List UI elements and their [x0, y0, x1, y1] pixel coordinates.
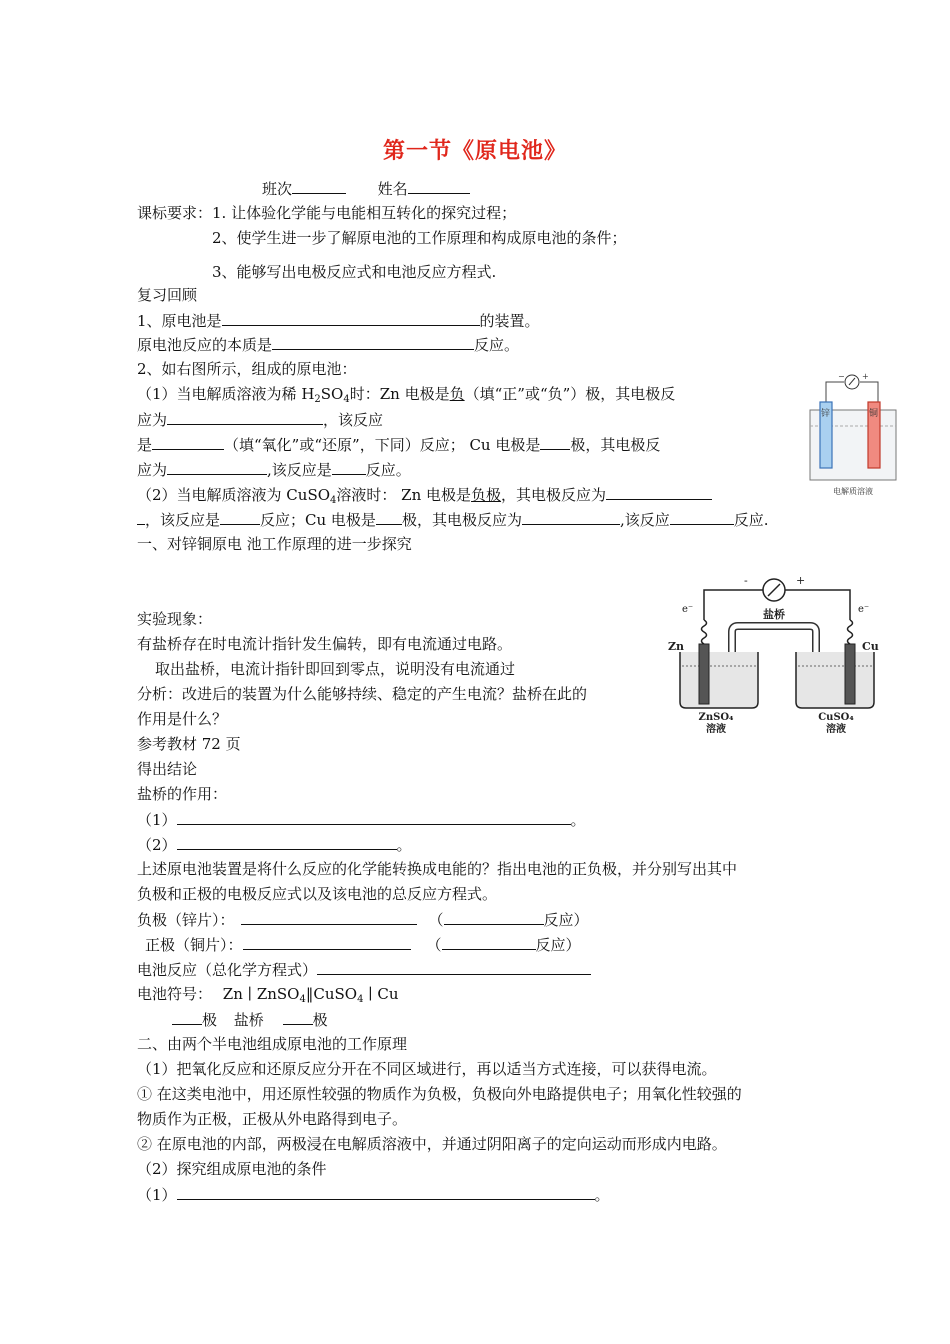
text: ，其电极反应为 — [501, 486, 607, 504]
positive-electrode-row — [145, 934, 581, 955]
text: ,该反应 — [619, 511, 670, 529]
question-2-2-line1 — [137, 484, 712, 505]
text: 反应；Cu 电极是 — [260, 511, 376, 529]
text: （填“正”或“负”）极，其电极反 — [464, 385, 676, 403]
answer-blank[interactable] — [317, 959, 591, 975]
salt-bridge-label: 盐桥 — [763, 608, 785, 621]
copper-sulfate-label: CuSO₄ — [818, 712, 854, 723]
text: 盐桥 — [233, 1011, 264, 1029]
review-heading: 复习回顾 — [137, 286, 198, 304]
minus-sign: − — [838, 372, 845, 381]
question-2-intro: 2、如右图所示，组成的原电池： — [137, 360, 357, 378]
answer-blank[interactable] — [332, 459, 366, 475]
copper-electrode — [845, 644, 855, 704]
text: 电池反应（总化学方程式） — [137, 961, 318, 979]
question-1a — [137, 310, 540, 331]
question-2-1-line2 — [137, 409, 383, 430]
standards-item: 1. 让体验化学能与电能相互转化的探究过程； — [212, 204, 517, 222]
answer-blank[interactable] — [243, 934, 411, 950]
answer-blank[interactable] — [177, 834, 397, 850]
text: （1） — [137, 1186, 177, 1204]
text: （ — [426, 936, 442, 954]
question-2-1-line4 — [137, 459, 411, 480]
text: CuSO — [313, 985, 358, 1003]
class-label: 班次 — [262, 180, 293, 198]
cell-symbol-labels — [172, 1009, 328, 1030]
text: 。 — [570, 811, 586, 829]
text: 极，其电极反 — [570, 436, 661, 454]
answer-blank[interactable] — [444, 909, 544, 925]
text: 反应。 — [474, 336, 520, 354]
analysis-1: 分析：改进后的装置为什么能够持续、稳定的产生电流？盐桥在此的 — [137, 685, 588, 703]
answer-blank[interactable] — [167, 459, 267, 475]
text: 反应。 — [365, 461, 411, 479]
negative-electrode-row — [137, 909, 589, 930]
text: 反应） — [535, 936, 581, 954]
section-2-heading: 二、由两个半电池组成原电池的工作原理 — [137, 1035, 408, 1053]
plus-sign: + — [796, 574, 806, 587]
right-wire-coil — [848, 620, 853, 644]
text: 的装置。 — [479, 312, 540, 330]
reference: 参考教材 72 页 — [137, 735, 241, 753]
zinc-label: 锌 — [821, 409, 831, 419]
text: （1） — [137, 811, 177, 829]
text: 反应. — [733, 511, 769, 529]
conclusion: 得出结论 — [137, 760, 198, 778]
name-blank[interactable] — [408, 178, 470, 194]
answer-blank[interactable] — [220, 509, 260, 525]
name-label: 姓名 — [377, 180, 408, 198]
question-1b — [137, 334, 519, 355]
answer-blank[interactable] — [177, 1184, 595, 1200]
text: ，该反应是 — [145, 511, 221, 529]
text: ,该反应是 — [267, 461, 332, 479]
text: ∣ — [368, 985, 373, 1003]
answer-blank[interactable] — [540, 434, 570, 450]
standards-label: 课标要求： — [137, 204, 213, 222]
filled-answer: 负极 — [471, 486, 502, 504]
standards-item: 2、使学生进一步了解原电池的工作原理和构成原电池的条件； — [212, 229, 627, 247]
class-blank[interactable] — [292, 178, 346, 194]
minus-sign: - — [744, 574, 748, 587]
text: ZnSO — [256, 985, 300, 1003]
text: 4 — [343, 394, 350, 405]
right-beaker — [796, 652, 874, 708]
text: 极 — [202, 1011, 218, 1029]
text: 2 — [314, 394, 321, 405]
text: 极 — [312, 1011, 328, 1029]
wire — [704, 590, 763, 620]
text: 应为 — [137, 411, 168, 429]
answer-blank[interactable] — [283, 1009, 313, 1025]
section-2-circle-2: ② 在原电池的内部，两极浸在电解质溶液中，并通过阴阳离子的定向运动而形成内电路。 — [137, 1135, 727, 1153]
answer-blank[interactable] — [137, 509, 145, 525]
wire — [785, 590, 850, 620]
section-2-point-2: （2）探究组成原电池的条件 — [137, 1160, 327, 1178]
question-paragraph-1: 上述原电池装置是将什么反应的化学能转换成电能的？指出电池的正负极，并分别写出其中 — [137, 860, 738, 878]
text: （ — [428, 911, 444, 929]
cell-reaction-row — [137, 959, 591, 980]
answer-blank[interactable] — [222, 310, 480, 326]
plus-sign: + — [862, 372, 869, 381]
answer-blank[interactable] — [172, 1009, 202, 1025]
text: 电池符号： — [137, 985, 213, 1003]
solution-label-left: 溶液 — [706, 724, 726, 735]
answer-blank[interactable] — [442, 934, 536, 950]
answer-blank[interactable] — [522, 509, 620, 525]
observation-2: 取出盐桥，电流计指针即回到零点，说明没有电流通过 — [155, 660, 516, 678]
text: 溶液时： Zn 电极是 — [336, 486, 472, 504]
standards-row-1 — [137, 203, 516, 223]
text: （2） — [137, 836, 177, 854]
text: 是 — [137, 436, 153, 454]
text: 4 — [357, 994, 364, 1005]
class-name-row — [262, 178, 470, 199]
section-2-point-3 — [137, 1184, 610, 1205]
salt-bridge-role: 盐桥的作用： — [137, 785, 228, 803]
solution-label-right: 溶液 — [826, 724, 846, 735]
electron-label-right: e⁻ — [858, 604, 870, 615]
galvanic-cell-figure — [806, 370, 902, 500]
standards-item: 3、能够写出电极反应式和电池反应方程式. — [212, 263, 497, 281]
page-title: 第一节《原电池》 — [382, 138, 567, 164]
text: （2）当电解质溶液为 CuSO — [137, 486, 331, 504]
text: ∣ — [247, 985, 253, 1003]
answer-blank[interactable] — [241, 909, 417, 925]
copper-label: Cu — [862, 640, 879, 653]
salt-bridge-cell-figure — [664, 570, 886, 740]
question-2-2-line2 — [137, 509, 769, 530]
copper-label: 铜 — [869, 409, 879, 419]
text: 。 — [396, 836, 412, 854]
answer-blank[interactable] — [376, 509, 402, 525]
text: 负极（锌片）： — [137, 911, 235, 929]
text: 极，其电极反应为 — [401, 511, 522, 529]
section-2-circle-1b: 物质作为正极，正极从外电路得到电子。 — [137, 1110, 408, 1128]
text: 应为 — [137, 461, 168, 479]
section-1-heading: 一、对锌铜原电 池工作原理的进一步探究 — [137, 535, 412, 553]
answer-blank[interactable] — [272, 334, 474, 350]
text: Cu — [377, 985, 399, 1003]
zinc-sulfate-label: ZnSO₄ — [698, 712, 734, 723]
answer-blank[interactable] — [606, 484, 712, 500]
text: SO — [320, 385, 344, 403]
zinc-electrode — [699, 644, 709, 704]
zinc-label: Zn — [668, 640, 685, 653]
text: ‖ — [305, 985, 314, 1003]
question-2-1-line3 — [137, 434, 660, 455]
role-1 — [137, 809, 586, 830]
answer-blank[interactable] — [152, 434, 224, 450]
text: （填“氧化”或“还原”，下同）反应； Cu 电极是 — [224, 436, 541, 454]
filled-answer: 负 — [449, 385, 465, 403]
observation-1: 有盐桥存在时电流计指针发生偏转，即有电流通过电路。 — [137, 635, 513, 653]
text: 反应） — [543, 911, 589, 929]
text: 4 — [330, 495, 337, 506]
figure-caption: 电解质溶液 — [833, 487, 873, 496]
role-2 — [137, 834, 412, 855]
text: 时：Zn 电极是 — [349, 385, 450, 403]
text: 。 — [594, 1186, 610, 1204]
left-wire-coil — [702, 620, 707, 644]
cell-symbol-row — [137, 984, 399, 1004]
question-2-1-line1 — [137, 384, 675, 404]
wire — [826, 382, 844, 402]
analysis-2: 作用是什么？ — [137, 710, 228, 728]
text: Zn — [222, 985, 243, 1003]
answer-blank[interactable] — [167, 409, 323, 425]
answer-blank[interactable] — [177, 809, 571, 825]
text: 正极（铜片）： — [145, 936, 243, 954]
question-paragraph-2: 负极和正极的电极反应式以及该电池的总反应方程式。 — [137, 885, 498, 903]
section-2-point-1: （1）把氧化反应和还原反应分开在不同区域进行，再以适当方式连接，可以获得电流。 — [137, 1060, 717, 1078]
answer-blank[interactable] — [670, 509, 734, 525]
electron-label-left: e⁻ — [682, 604, 694, 615]
observation-label: 实验现象： — [137, 610, 213, 628]
text: 1、原电池是 — [137, 312, 222, 330]
text: ，该反应 — [323, 411, 384, 429]
text: 原电池反应的本质是 — [137, 336, 273, 354]
text: （1）当电解质溶液为稀 H — [137, 385, 315, 403]
left-beaker — [680, 652, 758, 708]
wire — [860, 382, 878, 402]
section-2-circle-1a: ① 在这类电池中，用还原性较强的物质作为负极，负极向外电路提供电子；用氧化性较强的 — [137, 1085, 742, 1103]
text: 4 — [299, 994, 306, 1005]
